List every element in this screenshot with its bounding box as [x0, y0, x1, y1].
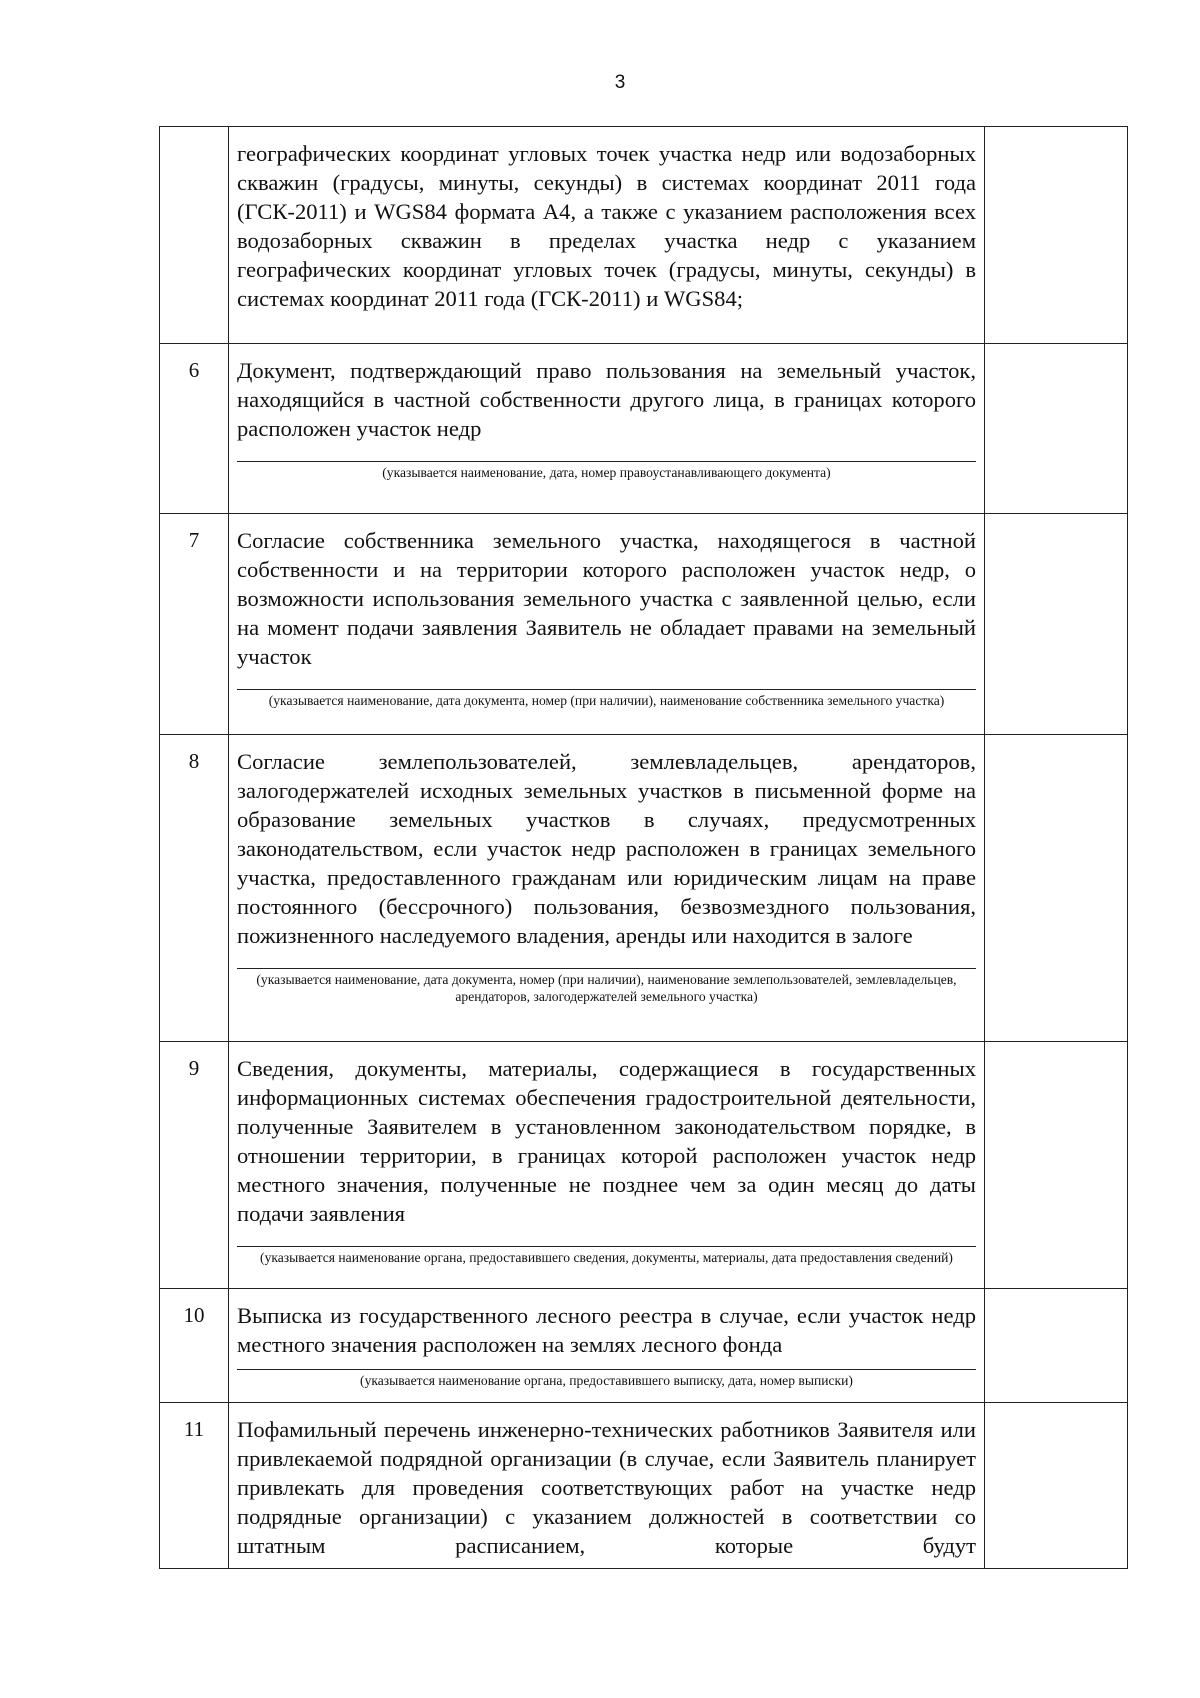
fill-in-line [237, 689, 976, 690]
table-row [160, 514, 1128, 735]
fill-in-line [237, 968, 976, 969]
row-text-cell [229, 514, 985, 735]
table-row [160, 1403, 1128, 1569]
row-number: 9 [160, 1042, 229, 1289]
row-text: Сведения, документы, материалы, содержащиеся в государственных информационных системах обеспечения градостроительной деятельности, полученные Заявителем в установленном законодательством порядке, в отношении территории, в границах которой расположен участок недр местного значения, полученные не позднее чем за один месяц до даты подачи заявления [237, 1056, 976, 1226]
row-mark-cell [985, 1042, 1128, 1289]
row-number: 7 [160, 514, 229, 735]
row-mark-cell [985, 344, 1128, 514]
row-text-cell [229, 127, 985, 344]
row-note: (указывается наименование органа, предоставившего выписку, дата, номер выписки) [360, 1373, 853, 1388]
continuation-text: географических координат угловых точек участка недр или водозаборных скважин (градусы, минуты, секунды) в системах координат 2011 года (ГСК-2011) и WGS84 формата А4, а также с указанием расположения всех водозаборных скважин в пределах участка недр с указанием географических координат угловых точек (градусы, минуты, секунды) в системах координат 2011 года (ГСК-2011) и WGS84; [237, 141, 976, 311]
documents-table [159, 126, 1128, 1569]
row-number: 8 [160, 735, 229, 1042]
row-text: Согласие собственника земельного участка, находящегося в частной собственности и на территории которого расположен участок недр, о возможности использования земельного участка с заявленной целью, если на момент подачи заявления Заявитель не обладает правами на земельный участок [237, 528, 976, 669]
row-note: (указывается наименование, дата документа, номер (при наличии), наименование собственника земельного участка) [268, 693, 945, 708]
fill-in-line [237, 1246, 976, 1247]
row-number: 10 [160, 1289, 229, 1403]
row-text-cell [229, 1042, 985, 1289]
row-number: 11 [160, 1403, 229, 1569]
table-row [160, 127, 1128, 344]
fill-in-line [237, 461, 976, 462]
row-mark-cell [985, 127, 1128, 344]
row-text: Выписка из государственного лесного реестра в случае, если участок недр местного значения расположен на землях лесного фонда [237, 1303, 976, 1357]
page-number: 3 [614, 72, 626, 93]
table-row [160, 344, 1128, 514]
row-text: Согласие землепользователей, землевладельцев, арендаторов, залогодержателей исходных земельных участков в письменной форме на образование земельных участков в случаях, предусмотренных законодательством, если участок недр расположен в границах земельного участка, предоставленного гражданам или юридическим лицам на праве постоянного (бессрочного) пользования, безвозмездного пользования, пожизненного наследуемого владения, аренды или находится в залоге [237, 749, 976, 948]
row-text-cell [229, 1289, 985, 1403]
row-text: Документ, подтверждающий право пользования на земельный участок, находящийся в частной собственности другого лица, в границах которого расположен участок недр [237, 358, 976, 441]
row-text: Пофамильный перечень инженерно-технических работников Заявителя или привлекаемой подрядной организации (в случае, если Заявитель планирует привлекать для проведения соответствующих работ на участке недр подрядные организации) с указанием должностей в соответствии со штатным расписанием, которые будут [237, 1417, 976, 1558]
row-mark-cell [985, 514, 1128, 735]
row-mark-cell [985, 1403, 1128, 1569]
row-text-cell [229, 735, 985, 1042]
row-mark-cell [985, 1289, 1128, 1403]
row-note: (указывается наименование, дата документа, номер (при наличии), наименование землепользователей, землевладельцев, арендаторов, залогодержателей земельного участка) [256, 972, 957, 1004]
row-number: 6 [160, 344, 229, 514]
table-row [160, 735, 1128, 1042]
row-text-cell [229, 344, 985, 514]
table-row [160, 1289, 1128, 1403]
row-number-cell [160, 127, 229, 344]
row-note: (указывается наименование, дата, номер правоустанавливающего документа) [382, 465, 831, 480]
fill-in-line [237, 1369, 976, 1370]
row-text-cell [229, 1403, 985, 1569]
row-note: (указывается наименование органа, предоставившего сведения, документы, материалы, дата предоставления сведений) [260, 1250, 953, 1265]
table-row [160, 1042, 1128, 1289]
row-mark-cell [985, 735, 1128, 1042]
